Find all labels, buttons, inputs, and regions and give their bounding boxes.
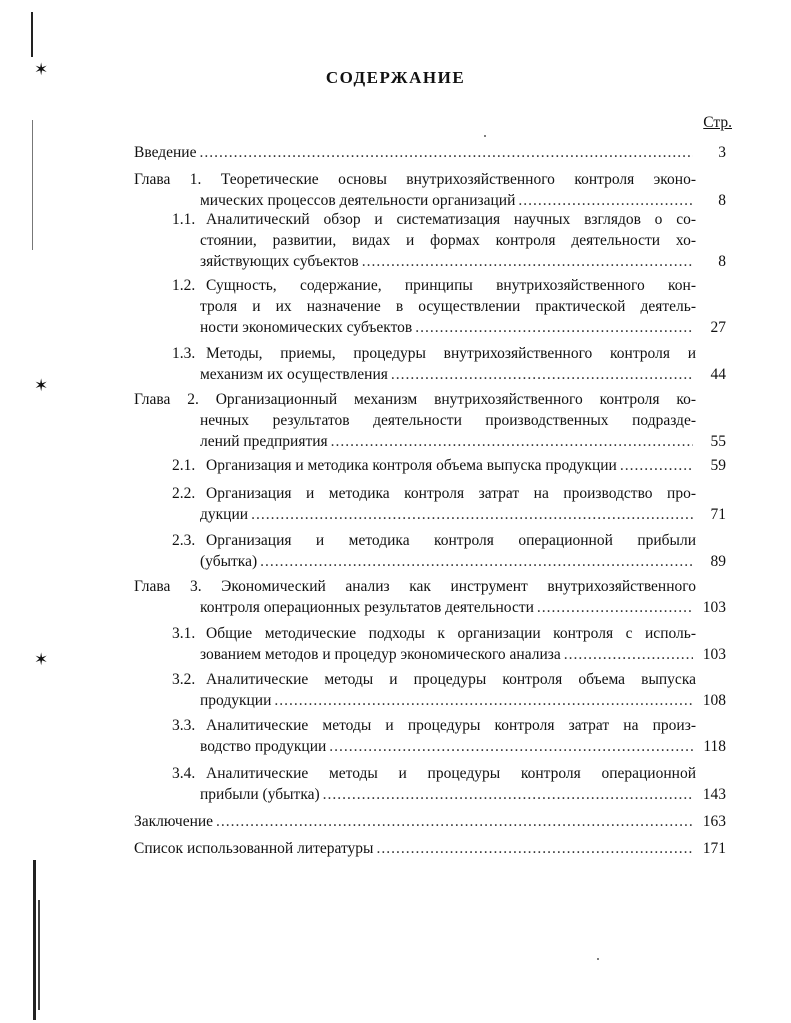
toc-entry-text: дукции	[200, 506, 249, 523]
toc-entry-text: Организация и методика контроля операционной прибыли	[206, 532, 696, 549]
toc-title: СОДЕРЖАНИЕ	[325, 68, 466, 87]
toc-page-number: 8	[718, 192, 726, 209]
toc-page-number: 55	[710, 433, 726, 450]
toc-entry-line	[134, 576, 726, 597]
toc-entry-label	[172, 455, 617, 476]
toc-entry-line	[172, 551, 726, 572]
toc-page-number: 163	[702, 813, 726, 830]
toc-page-number: 8	[718, 253, 726, 270]
toc-entry-line	[172, 296, 726, 317]
toc-entry-text: водство продукции	[200, 738, 327, 755]
toc-entry	[172, 209, 726, 272]
toc-entry-text: нечных результатов деятельности производственных подразде-	[200, 412, 696, 429]
toc-page-number: 59	[710, 457, 726, 474]
scan-artifact-line	[31, 12, 33, 57]
toc-leader-dots	[331, 431, 693, 452]
toc-entry-line	[172, 275, 726, 296]
toc-entry-number: 1.1.	[172, 211, 196, 228]
toc-page-number: 71	[710, 506, 726, 523]
toc-leader-dots	[391, 364, 693, 385]
toc-leader-dots	[274, 690, 693, 711]
toc-entry-text: продукции	[200, 692, 272, 709]
toc-leader-dots	[329, 736, 693, 757]
toc-page-number: 103	[702, 646, 726, 663]
toc-entry-line	[134, 811, 726, 832]
toc-entry	[172, 530, 726, 572]
toc-entry-number: 1.3.	[172, 345, 196, 362]
toc-page-number: 103	[702, 599, 726, 616]
toc-entry-line	[134, 142, 726, 163]
toc-entry-line	[172, 763, 726, 784]
toc-entry-number: 3.4.	[172, 765, 196, 782]
toc-entry-text: Аналитические методы и процедуры контроля объема выпуска	[206, 671, 696, 688]
toc-entry-line	[134, 169, 726, 190]
toc-entry-line	[172, 504, 726, 525]
toc-leader-dots	[251, 504, 693, 525]
toc-entry	[134, 576, 726, 618]
toc-leader-dots	[537, 597, 693, 618]
toc-entry-text: Список использованной литературы	[134, 840, 374, 857]
toc-entry-text: ности экономических субъектов	[200, 319, 413, 336]
toc-entry-text: прибыли (убытка)	[200, 786, 320, 803]
toc-entry-text: Методы, приемы, процедуры внутрихозяйственного контроля и	[206, 345, 696, 362]
toc-leader-dots	[376, 838, 693, 859]
toc-entry	[134, 389, 726, 452]
toc-entry	[172, 715, 726, 757]
toc-leader-dots	[518, 190, 693, 211]
toc-entry-label	[200, 317, 412, 338]
toc-entry	[172, 669, 726, 711]
toc-entry-line	[134, 410, 726, 431]
toc-entry	[134, 169, 726, 211]
toc-entry-line	[172, 251, 726, 272]
toc-entry-number: 2.3.	[172, 532, 196, 549]
toc-entry-text: Аналитические методы и процедуры контроля затрат на произ-	[206, 717, 696, 734]
toc-leader-dots	[564, 644, 693, 665]
toc-entry-text: мических процессов деятельности организаций	[200, 192, 516, 209]
toc-entry-text: лений предприятия	[200, 433, 328, 450]
toc-entry-text: Сущность, содержание, принципы внутрихозяйственного кон-	[206, 277, 696, 294]
toc-entry-line	[134, 190, 726, 211]
toc-leader-dots	[620, 455, 693, 476]
toc-page-number: 118	[703, 738, 726, 755]
toc-entry-text: Глава 1. Теоретические основы внутрихозяйственного контроля эконо-	[134, 171, 696, 188]
toc-entry-text: Введение	[134, 144, 197, 161]
toc-entry-line	[172, 483, 726, 504]
toc-entry-text: Глава 2. Организационный механизм внутрихозяйственного контроля ко-	[134, 391, 696, 408]
toc-entry-line	[172, 690, 726, 711]
toc-entry-number: 3.3.	[172, 717, 196, 734]
toc-entry-number: 2.1.	[172, 457, 196, 474]
toc-entry-label	[200, 431, 328, 452]
toc-entry-line	[172, 230, 726, 251]
toc-entry-text: механизм их осуществления	[200, 366, 388, 383]
toc-entry-line	[172, 669, 726, 690]
toc-entry-text: зяйствующих субъектов	[200, 253, 359, 270]
toc-entry-text: Организация и методика контроля затрат на производство про-	[206, 485, 696, 502]
toc-entry-label	[134, 142, 196, 163]
toc-entry-text: Глава 3. Экономический анализ как инструмент внутрихозяйственного	[134, 578, 696, 595]
toc-entry-label	[134, 811, 213, 832]
toc-page-number: 171	[702, 840, 726, 857]
scan-artifact-mark: ✶	[34, 650, 49, 670]
page-column-header: Стр.	[703, 114, 732, 131]
toc-page-number: 143	[702, 786, 726, 803]
toc-entry-text: контроля операционных результатов деятельности	[200, 599, 534, 616]
scan-artifact-line	[32, 120, 33, 250]
toc-entry	[172, 275, 726, 338]
toc-leader-dots	[415, 317, 693, 338]
toc-entry	[172, 763, 726, 805]
toc-entry-line	[172, 715, 726, 736]
scan-speck	[484, 135, 486, 137]
toc-leader-dots	[216, 811, 693, 832]
toc-page-number: 27	[710, 319, 726, 336]
toc-entry-text: Организация и методика контроля объема выпуска продукции	[206, 457, 617, 474]
toc-entry-label	[200, 597, 534, 618]
toc-entry-line	[172, 736, 726, 757]
toc-entry-text: Аналитический обзор и систематизация научных взглядов о со-	[206, 211, 696, 228]
toc-entry	[172, 455, 726, 476]
toc-entry-label	[200, 736, 326, 757]
toc-entry	[134, 838, 726, 859]
toc-entry-line	[172, 364, 726, 385]
toc-entry-number: 2.2.	[172, 485, 196, 502]
toc-entry-line	[172, 530, 726, 551]
toc-entry-text: Аналитические методы и процедуры контроля операционной	[206, 765, 696, 782]
toc-entry-line	[172, 343, 726, 364]
toc-leader-dots	[199, 142, 693, 163]
toc-leader-dots	[260, 551, 693, 572]
toc-entry-line	[134, 389, 726, 410]
toc-page-number: 89	[710, 553, 726, 570]
scan-artifact-line	[33, 860, 36, 1020]
toc-entry-line	[134, 838, 726, 859]
toc-entry-label	[200, 190, 515, 211]
toc-entry-label	[134, 838, 373, 859]
toc-entry-line	[172, 317, 726, 338]
toc-entry-line	[134, 431, 726, 452]
toc-entry-line	[172, 455, 726, 476]
toc-entry-number: 3.1.	[172, 625, 196, 642]
toc-entry	[172, 623, 726, 665]
toc-entry-text: Заключение	[134, 813, 214, 830]
toc-entry-line	[172, 784, 726, 805]
toc-entry-number: 1.2.	[172, 277, 196, 294]
toc-leader-dots	[323, 784, 693, 805]
toc-page-number: 108	[702, 692, 726, 709]
toc-entry-label	[200, 551, 257, 572]
scan-artifact-mark: ✶	[34, 60, 49, 80]
toc-entry-text: (убытка)	[200, 553, 258, 570]
toc-entry	[172, 483, 726, 525]
toc-entry-label	[200, 364, 388, 385]
scan-artifact-line	[38, 900, 40, 1010]
toc-entry	[134, 811, 726, 832]
toc-entry-line	[134, 597, 726, 618]
toc-entry-line	[172, 209, 726, 230]
toc-page-number: 44	[710, 366, 726, 383]
scan-speck	[597, 958, 599, 960]
toc-entry-text: зованием методов и процедур экономического анализа	[200, 646, 561, 663]
toc-entry-label	[200, 690, 271, 711]
toc-entry-text: стоянии, развитии, видах и формах контроля деятельности хо-	[200, 232, 696, 249]
toc-entry-line	[172, 644, 726, 665]
toc-entry-line	[172, 623, 726, 644]
toc-entry-text: троля и их назначение в осуществлении практической деятель-	[200, 298, 696, 315]
toc-page-number: 3	[718, 144, 726, 161]
toc-entry-label	[200, 784, 320, 805]
toc-leader-dots	[362, 251, 693, 272]
toc-entry	[172, 343, 726, 385]
toc-entry-label	[200, 251, 359, 272]
toc-entry-number: 3.2.	[172, 671, 196, 688]
toc-entry-label	[200, 644, 561, 665]
toc-entry-text: Общие методические подходы к организации контроля с исполь-	[206, 625, 696, 642]
scan-artifact-mark: ✶	[34, 376, 49, 396]
toc-entry	[134, 142, 726, 163]
toc-entry-label	[200, 504, 248, 525]
